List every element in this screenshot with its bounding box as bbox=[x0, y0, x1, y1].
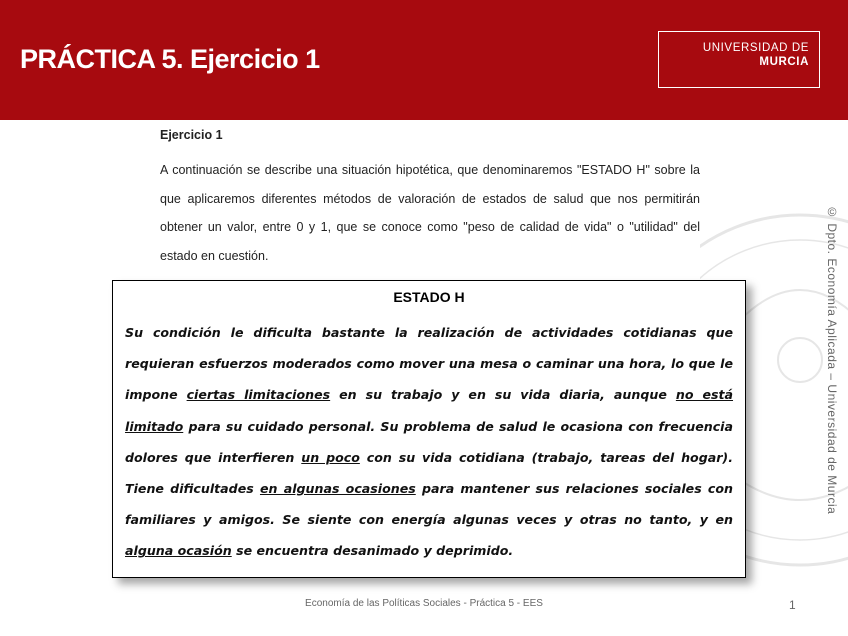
estado-text-2: en su trabajo y en su vida diaria, aunque bbox=[330, 387, 676, 403]
slide-title: PRÁCTICA 5. Ejercicio 1 bbox=[20, 44, 320, 74]
estado-underline-4: en algunas ocasiones bbox=[259, 481, 416, 497]
estado-h-title: ESTADO H bbox=[393, 289, 465, 305]
logo-line-1: UNIVERSIDAD DE bbox=[702, 42, 809, 54]
estado-underline-3: un poco bbox=[301, 449, 360, 465]
estado-underline-5: alguna ocasión bbox=[125, 543, 232, 559]
estado-h-description bbox=[125, 317, 733, 567]
copyright-vertical-text: © Dpto. Economía Aplicada – Universidad de Murcia bbox=[825, 205, 839, 515]
estado-text-6: se encuentra desanimado y deprimido. bbox=[231, 543, 514, 559]
estado-underline-1: ciertas limitaciones bbox=[186, 387, 331, 403]
exercise-heading: Ejercicio 1 bbox=[160, 128, 223, 142]
exercise-paragraph: A continuación se describe una situación hipotética, que denominaremos "ESTADO H" sobre la que aplicaremos diferentes métodos de valoración de estados de salud que nos permitirán obtener un valor, entre 0 y 1, que se conoce como "peso de calidad de vida" o "utilidad" del estado en cuestión. bbox=[160, 163, 700, 263]
page-number: 1 bbox=[789, 598, 796, 612]
estado-text-5: para mantener sus relaciones sociales con familiares y amigos. Se siente con energía algunas veces y otras no tanto, y en bbox=[125, 481, 733, 528]
estado-underline-2: no está limitado bbox=[125, 387, 734, 434]
estado-text-3: para su cuidado personal. Su problema de salud le ocasiona con frecuencia dolores que interfieren bbox=[125, 418, 733, 465]
estado-text-1: Su condición le dificulta bastante la realización de actividades cotidianas que requieran esfuerzos moderados como mover una mesa o caminar una hora, lo que le impone bbox=[125, 325, 733, 403]
footer-text: Economía de las Políticas Sociales - Práctica 5 - EES bbox=[305, 598, 543, 609]
logo-line-2: MURCIA bbox=[759, 56, 809, 68]
estado-h-box bbox=[112, 280, 746, 578]
estado-text-4: con su vida cotidiana (trabajo, tareas del hogar). Tiene dificultades bbox=[125, 449, 733, 497]
university-logo bbox=[658, 31, 820, 88]
exercise-document bbox=[160, 128, 700, 270]
header-bar bbox=[0, 0, 848, 120]
